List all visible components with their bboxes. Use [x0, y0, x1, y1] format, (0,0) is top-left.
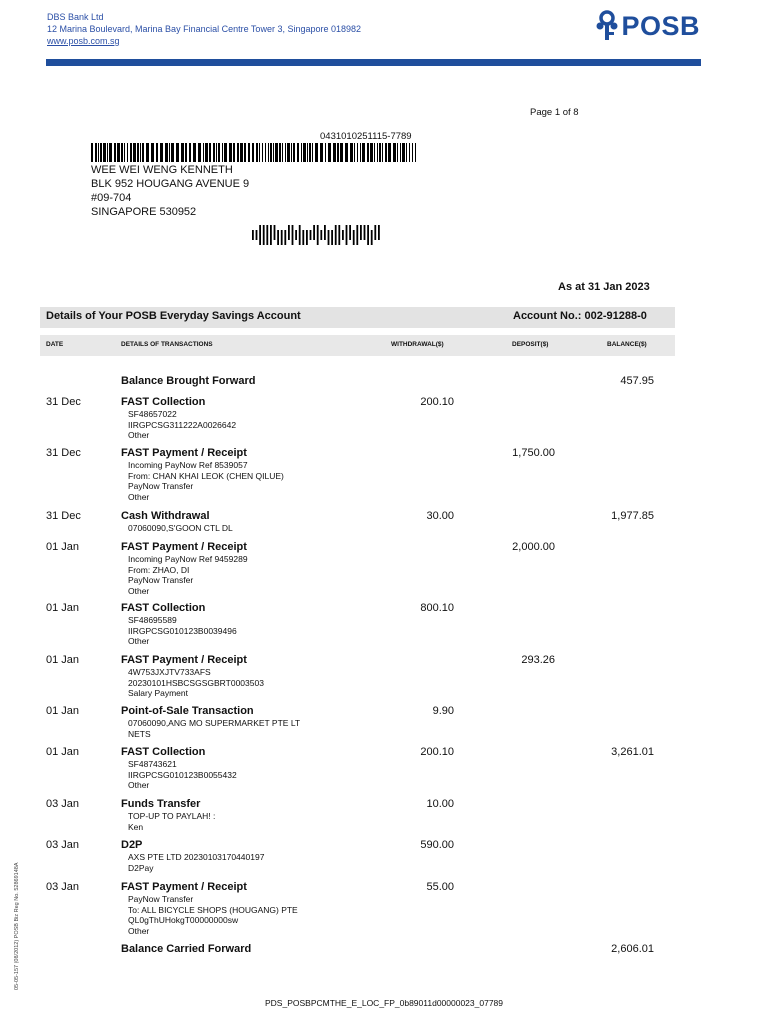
postal-bar [259, 225, 261, 245]
txn-detail-line: Other [128, 585, 150, 596]
barcode-bar [203, 143, 204, 162]
barcode-bar [315, 143, 318, 162]
barcode-bar [130, 143, 132, 162]
posb-logo [596, 10, 700, 42]
bank-address: 12 Marina Boulevard, Marina Bay Financial Centre Tower 3, Singapore 018982 [47, 24, 362, 34]
barcode-bar [218, 143, 220, 162]
barcode-bar [229, 143, 232, 162]
bank-website-link[interactable]: www.posb.com.sg [47, 36, 120, 46]
txn-detail-line: To: ALL BICYCLE SHOPS (HOUGANG) PTE [128, 904, 298, 915]
barcode-bar [137, 143, 139, 162]
barcode-bar [151, 143, 154, 162]
postal-bar [338, 225, 340, 245]
barcode-bar [406, 143, 407, 162]
barcode-bar [397, 143, 398, 162]
barcode-bar [262, 143, 263, 162]
txn-balance: 457.95 [620, 375, 654, 387]
txn-date: 01 Jan [46, 602, 80, 614]
mail-barcode [91, 143, 418, 162]
postal-bar [371, 230, 373, 245]
postal-bar [324, 225, 326, 240]
barcode-bar [265, 143, 266, 162]
barcode-bar [354, 143, 355, 162]
txn-date: 31 Dec [46, 447, 81, 459]
barcode-bar [409, 143, 410, 162]
barcode-bar [114, 143, 116, 162]
barcode-bar [140, 143, 141, 162]
address-line-3: SINGAPORE 530952 [91, 206, 197, 218]
customer-name: WEE WEI WENG KENNETH [91, 164, 233, 176]
txn-detail-line: 07060090,S'GOON CTL DL [128, 523, 233, 533]
logo-text: POSB [621, 10, 700, 41]
txn-detail-line: SF48657022 [128, 409, 177, 419]
txn-detail-line: From: ZHAO, DI [128, 564, 190, 575]
col-withdrawal: WITHDRAWAL($) [391, 341, 444, 348]
txn-detail-line: IIRGPCSG010123B0055432 [128, 769, 237, 780]
txn-detail-line: Incoming PayNow Ref 9459289 [128, 554, 248, 564]
barcode-bar [127, 143, 128, 162]
barcode-bar [252, 143, 254, 162]
txn-deposit: 2,000.00 [512, 541, 555, 553]
postal-bar [335, 225, 337, 245]
txn-withdrawal: 9.90 [432, 705, 454, 717]
txn-date: 01 Jan [46, 541, 80, 553]
postal-bar [331, 230, 333, 245]
address-line-2: #09-704 [91, 192, 132, 204]
side-registration-note: 05-05-157 (08/2012) POSB Biz Reg No. 52869148A [14, 862, 20, 990]
bank-name: DBS Bank Ltd [47, 12, 104, 22]
barcode-bar [91, 143, 93, 162]
txn-withdrawal: 200.10 [420, 746, 454, 758]
barcode-bar [176, 143, 179, 162]
posb-key-icon [596, 10, 618, 42]
barcode-bar [362, 143, 365, 162]
barcode-bar [244, 143, 246, 162]
barcode-bar [259, 143, 260, 162]
postal-bar [378, 225, 380, 240]
reference-number: 0431010251115-7789 [320, 131, 412, 142]
txn-title: Cash Withdrawal [121, 510, 210, 522]
txn-details [128, 460, 284, 502]
postal-barcode [252, 225, 382, 245]
txn-detail-line: Incoming PayNow Ref 8539057 [128, 460, 248, 470]
postal-bar [320, 230, 322, 240]
barcode-bar [216, 143, 217, 162]
barcode-bar [374, 143, 375, 162]
txn-title: FAST Payment / Receipt [121, 654, 247, 666]
txn-detail-line: AXS PTE LTD 20230103170440197 [128, 852, 265, 862]
barcode-bar [209, 143, 211, 162]
postal-bar [299, 225, 301, 245]
txn-detail-line: QL0gThUHokgT00000000sw [128, 915, 239, 925]
txn-detail-line: Other [128, 491, 150, 502]
barcode-bar [103, 143, 106, 162]
barcode-bar [388, 143, 391, 162]
barcode-bar [189, 143, 191, 162]
barcode-bar [275, 143, 278, 162]
postal-bar [313, 225, 315, 240]
txn-detail-line: PayNow Transfer [128, 481, 194, 491]
barcode-bar [301, 143, 302, 162]
barcode-bar [181, 143, 184, 162]
barcode-bar [385, 143, 387, 162]
barcode-bar [121, 143, 123, 162]
barcode-bar [270, 143, 272, 162]
postal-bar [342, 230, 344, 240]
barcode-bar [117, 143, 120, 162]
txn-detail-line: Salary Payment [128, 688, 188, 698]
page-number: Page 1 of 8 [530, 107, 579, 118]
barcode-bar [367, 143, 369, 162]
barcode-bar [165, 143, 168, 162]
address-line-1: BLK 952 HOUGANG AVENUE 9 [91, 178, 250, 190]
txn-withdrawal: 200.10 [420, 396, 454, 408]
barcode-bar [412, 143, 413, 162]
barcode-bar [415, 143, 416, 162]
postal-bar [310, 230, 312, 240]
txn-detail-line: PayNow Transfer [128, 894, 194, 904]
barcode-bar [345, 143, 348, 162]
barcode-bar [169, 143, 170, 162]
barcode-bar [237, 143, 239, 162]
account-title: Details of Your POSB Everyday Savings Account [46, 310, 301, 322]
postal-bar [281, 230, 283, 245]
barcode-bar [279, 143, 281, 162]
barcode-bar [133, 143, 136, 162]
barcode-bar [95, 143, 97, 162]
txn-detail-line: PayNow Transfer [128, 575, 194, 585]
bank-header [47, 11, 361, 47]
txn-title: FAST Payment / Receipt [121, 541, 247, 553]
txn-balance: 2,606.01 [611, 943, 654, 955]
txn-title: FAST Payment / Receipt [121, 881, 247, 893]
txn-date: 01 Jan [46, 746, 80, 758]
postal-bar [328, 230, 330, 245]
txn-date: 31 Dec [46, 510, 81, 522]
txn-details [128, 852, 264, 873]
barcode-bar [291, 143, 292, 162]
txn-detail-line: SF48743621 [128, 759, 177, 769]
txn-title: FAST Collection [121, 602, 206, 614]
barcode-bar [222, 143, 223, 162]
barcode-bar [171, 143, 174, 162]
postal-bar [317, 225, 319, 245]
account-number: Account No.: 002-91288-0 [513, 310, 647, 322]
barcode-bar [370, 143, 373, 162]
barcode-bar [240, 143, 243, 162]
txn-date: 03 Jan [46, 881, 80, 893]
txn-date: 03 Jan [46, 839, 80, 851]
txn-detail-line: D2Pay [128, 862, 154, 873]
postal-bar [353, 230, 355, 245]
barcode-bar [98, 143, 99, 162]
barcode-bar [156, 143, 158, 162]
postal-bar [252, 230, 254, 240]
txn-details [128, 759, 237, 791]
barcode-bar [273, 143, 274, 162]
postal-bar [349, 225, 351, 240]
postal-bar [360, 225, 362, 240]
postal-bar [274, 225, 276, 240]
txn-details [128, 894, 298, 936]
txn-title: Point-of-Sale Transaction [121, 705, 254, 717]
barcode-bar [400, 143, 401, 162]
barcode-bar [109, 143, 112, 162]
txn-details [128, 667, 264, 699]
txn-detail-line: IIRGPCSG311222A0026642 [128, 419, 237, 430]
postal-bar [284, 230, 286, 245]
barcode-bar [337, 143, 339, 162]
txn-balance: 3,261.01 [611, 746, 654, 758]
txn-detail-line: TOP-UP TO PAYLAH! : [128, 811, 216, 821]
txn-date: 01 Jan [46, 654, 80, 666]
txn-title: D2P [121, 839, 143, 851]
txn-detail-line: From: CHAN KHAI LEOK (CHEN QILUE) [128, 470, 284, 481]
postal-bar [306, 230, 308, 245]
txn-withdrawal: 10.00 [426, 798, 454, 810]
barcode-bar [256, 143, 258, 162]
barcode-bar [213, 143, 215, 162]
barcode-bar [325, 143, 326, 162]
postal-bar [288, 225, 290, 240]
postal-bar [302, 230, 304, 245]
postal-bar [346, 225, 348, 245]
postal-bar [292, 225, 294, 245]
barcode-bar [309, 143, 311, 162]
barcode-bar [233, 143, 235, 162]
txn-withdrawal: 30.00 [426, 510, 454, 522]
barcode-bar [142, 143, 144, 162]
txn-withdrawal: 55.00 [426, 881, 454, 893]
header-rule [46, 59, 701, 66]
postal-bar [277, 230, 279, 245]
txn-detail-line: Other [128, 780, 150, 790]
txn-detail-line: 07060090,ANG MO SUPERMARKET PTE LT [128, 718, 301, 728]
barcode-bar [377, 143, 378, 162]
postal-bar [256, 230, 258, 240]
barcode-bar [297, 143, 299, 162]
barcode-bar [393, 143, 396, 162]
txn-withdrawal: 800.10 [420, 602, 454, 614]
txn-title: Funds Transfer [121, 798, 201, 810]
barcode-bar [107, 143, 108, 162]
statement-date: As at 31 Jan 2023 [558, 281, 650, 293]
col-details: DETAILS OF TRANSACTIONS [121, 341, 213, 348]
txn-details [128, 811, 215, 832]
postal-bar [374, 225, 376, 240]
barcode-bar [312, 143, 313, 162]
txn-detail-line: IIRGPCSG010123B0039496 [128, 625, 237, 636]
txn-details [128, 554, 248, 596]
txn-date: 01 Jan [46, 705, 80, 717]
txn-details [128, 409, 236, 441]
postal-bar [367, 225, 369, 245]
postal-bar [356, 225, 358, 245]
txn-date: 03 Jan [46, 798, 80, 810]
txn-title: Balance Carried Forward [121, 943, 252, 955]
barcode-bar [293, 143, 295, 162]
postal-bar [270, 225, 272, 245]
postal-bar [295, 230, 297, 240]
barcode-bar [285, 143, 286, 162]
barcode-bar [146, 143, 149, 162]
customer-address-block [91, 163, 249, 219]
postal-bar [364, 225, 366, 240]
barcode-bar [193, 143, 196, 162]
barcode-bar [303, 143, 306, 162]
txn-title: FAST Collection [121, 746, 206, 758]
txn-detail-line: Other [128, 430, 150, 440]
barcode-bar [350, 143, 353, 162]
txn-balance: 1,977.85 [611, 510, 654, 522]
barcode-bar [333, 143, 336, 162]
postal-bar [263, 225, 265, 245]
txn-detail-line: SF48695589 [128, 615, 177, 625]
barcode-bar [100, 143, 102, 162]
txn-details [128, 523, 233, 534]
barcode-bar [307, 143, 308, 162]
barcode-bar [402, 143, 405, 162]
barcode-bar [268, 143, 269, 162]
col-date: DATE [46, 341, 64, 348]
barcode-bar [124, 143, 125, 162]
txn-title: Balance Brought Forward [121, 375, 256, 387]
barcode-bar [357, 143, 358, 162]
barcode-bar [205, 143, 208, 162]
txn-detail-line: 20230101HSBCSGSGBRT0003503 [128, 677, 264, 688]
txn-details [128, 615, 237, 647]
txn-detail-line: NETS [128, 728, 151, 739]
txn-withdrawal: 590.00 [420, 839, 454, 851]
col-balance: BALANCE($) [607, 341, 647, 348]
col-deposit: DEPOSIT($) [512, 341, 549, 348]
barcode-bar [224, 143, 227, 162]
txn-detail-line: Other [128, 925, 150, 936]
txn-title: FAST Collection [121, 396, 206, 408]
barcode-bar [287, 143, 290, 162]
postal-bar [266, 225, 268, 245]
txn-detail-line: 4W753JXJTV733AFS [128, 667, 211, 677]
barcode-bar [340, 143, 343, 162]
barcode-bar [248, 143, 250, 162]
txn-detail-line: Other [128, 636, 150, 646]
barcode-bar [160, 143, 163, 162]
txn-deposit: 293.26 [521, 654, 555, 666]
barcode-bar [198, 143, 201, 162]
txn-deposit: 1,750.00 [512, 447, 555, 459]
txn-date: 31 Dec [46, 396, 81, 408]
barcode-bar [328, 143, 331, 162]
barcode-bar [282, 143, 283, 162]
barcode-bar [379, 143, 381, 162]
barcode-bar [185, 143, 187, 162]
txn-detail-line: Ken [128, 821, 144, 832]
txn-details [128, 718, 300, 739]
footer-code: PDS_POSBPCMTHE_E_LOC_FP_0b89011d00000023_07789 [265, 998, 503, 1008]
txn-title: FAST Payment / Receipt [121, 447, 247, 459]
barcode-bar [382, 143, 383, 162]
barcode-bar [320, 143, 323, 162]
barcode-bar [360, 143, 361, 162]
